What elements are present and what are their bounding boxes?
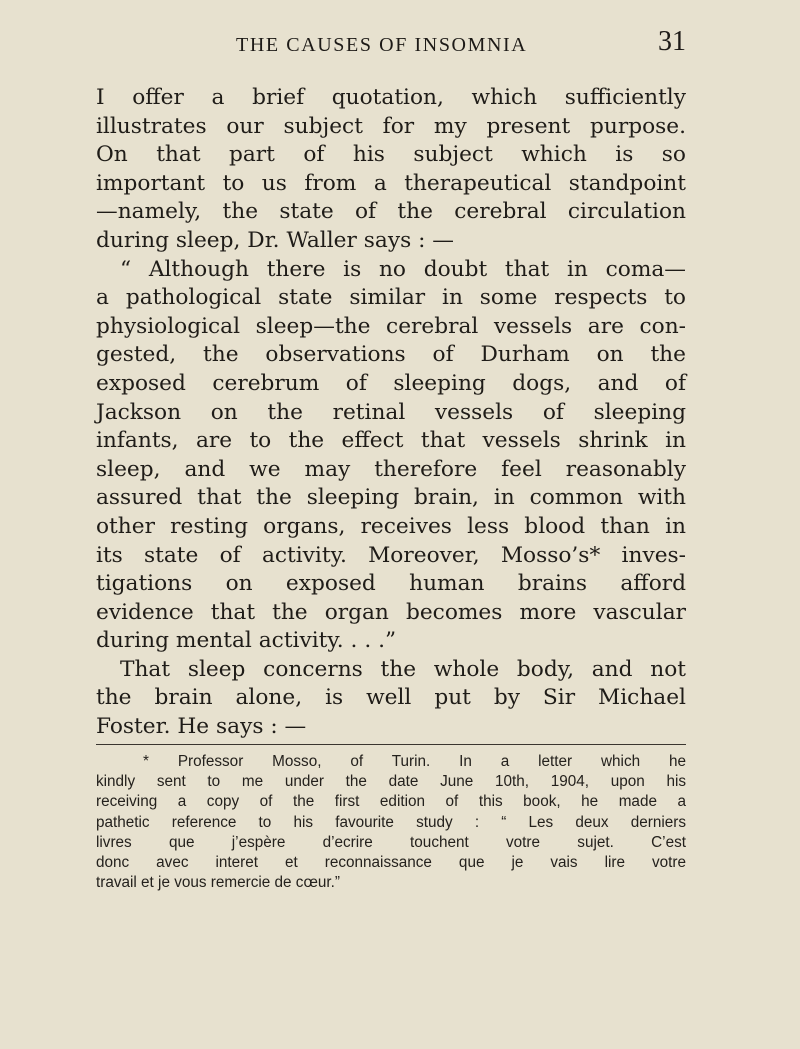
- text-line: illustrates our subject for my present purpose.: [96, 113, 686, 139]
- quotation-line: infants, are to the effect that vessels shrink in: [96, 428, 686, 454]
- footnote-line: * Professor Mosso, of Turin. In a letter which he: [143, 753, 686, 770]
- text-line: Foster. He says : —: [96, 714, 307, 740]
- quotation-line: its state of activity. Moreover, Mosso’s* inves-: [96, 542, 686, 568]
- text-line: during sleep, Dr. Waller says : —: [96, 227, 454, 253]
- text-line: important to us from a therapeutical standpoint: [96, 170, 686, 196]
- text-line: That sleep concerns the whole body, and not: [120, 656, 686, 682]
- quotation-line: during mental activity. . . .”: [96, 628, 397, 654]
- quotation-line: other resting organs, receives less blood than in: [96, 513, 686, 539]
- footnote-line: travail et je vous remercie de cœur.”: [96, 874, 340, 892]
- quotation-line: Jackson on the retinal vessels of sleeping: [96, 399, 686, 425]
- page-number: 31: [658, 26, 686, 57]
- running-head: THE CAUSES OF INSOMNIA: [236, 34, 528, 56]
- text-line: the brain alone, is well put by Sir Michael: [96, 685, 686, 711]
- text-line: —namely, the state of the cerebral circulation: [96, 199, 686, 225]
- quotation-line: tigations on exposed human brains afford: [96, 571, 686, 597]
- quotation-line: a pathological state similar in some respects to: [96, 285, 686, 311]
- footnote-line: receiving a copy of the first edition of this book, he made a: [96, 793, 686, 811]
- quotation-line: physiological sleep—the cerebral vessels are con-: [96, 313, 686, 339]
- text-line: On that part of his subject which is so: [96, 142, 686, 168]
- quotation-line: gested, the observations of Durham on the: [96, 342, 686, 368]
- footnote-line: kindly sent to me under the date June 10th, 1904, upon his: [96, 773, 686, 791]
- footnote-divider: [96, 744, 686, 745]
- page-header: [96, 26, 686, 62]
- quotation-line: evidence that the organ becomes more vascular: [96, 599, 686, 625]
- footnote: [96, 752, 686, 893]
- footnote-line: livres que j’espère d’ecrire touchent votre sujet. C’est: [96, 833, 686, 851]
- quotation-line: sleep, and we may therefore feel reasonably: [96, 456, 686, 482]
- main-text: [96, 84, 686, 742]
- quotation-line: assured that the sleeping brain, in common with: [96, 485, 686, 511]
- footnote-line: pathetic reference to his favourite study : “ Les deux derniers: [96, 813, 686, 831]
- text-line: I offer a brief quotation, which sufficiently: [96, 85, 686, 110]
- quotation-line: exposed cerebrum of sleeping dogs, and of: [96, 370, 686, 396]
- quotation-line: “ Although there is no doubt that in coma—: [120, 256, 686, 282]
- footnote-line: donc avec interet et reconnaissance que je vais lire votre: [96, 854, 686, 872]
